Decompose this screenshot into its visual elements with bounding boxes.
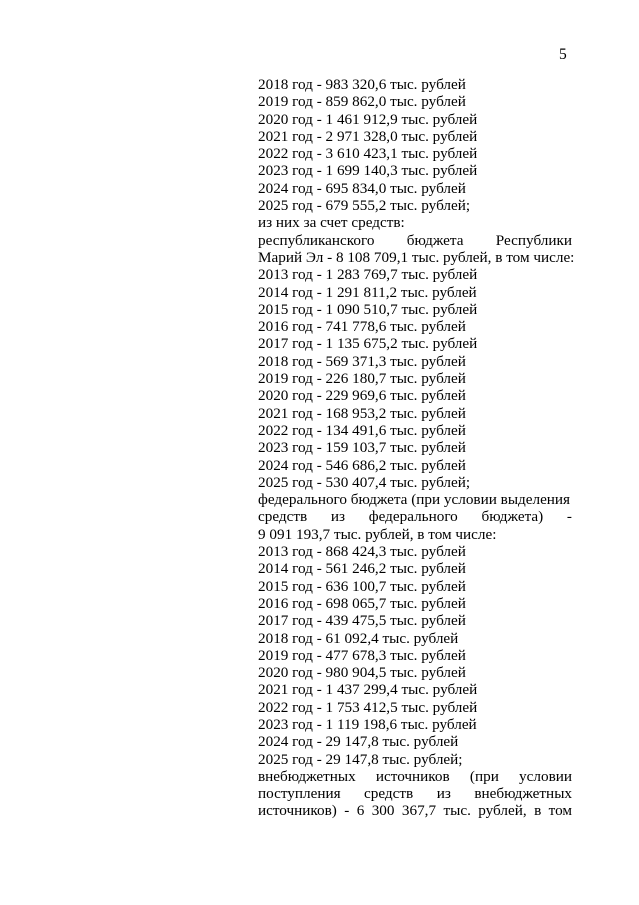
text-line: Марий Эл - 8 108 709,1 тыс. рублей, в том числе:	[258, 248, 575, 266]
text-line: 2023 год - 159 103,7 тыс. рублей	[258, 439, 466, 457]
text-line: 2019 год - 859 862,0 тыс. рублей	[258, 93, 466, 111]
text-line: поступления средств из внебюджетных	[258, 785, 572, 803]
text-line: 2016 год - 698 065,7 тыс. рублей	[258, 594, 466, 612]
text-line: 2023 год - 1 119 198,6 тыс. рублей	[258, 715, 477, 733]
text-line: 2020 год - 229 969,6 тыс. рублей	[258, 387, 466, 405]
text-line: внебюджетных источников (при условии	[258, 767, 572, 785]
text-line: 2018 год - 569 371,3 тыс. рублей	[258, 352, 466, 370]
text-line: 2022 год - 134 491,6 тыс. рублей	[258, 421, 466, 439]
text-line: 2021 год - 2 971 328,0 тыс. рублей	[258, 127, 478, 145]
text-line: 2015 год - 636 100,7 тыс. рублей	[258, 577, 466, 595]
text-line: средств из федерального бюджета) -	[258, 508, 572, 526]
text-line: 2024 год - 546 686,2 тыс. рублей	[258, 456, 466, 474]
text-line: 2022 год - 1 753 412,5 тыс. рублей	[258, 698, 478, 716]
text-line: 2023 год - 1 699 140,3 тыс. рублей	[258, 162, 478, 180]
text-line: 2015 год - 1 090 510,7 тыс. рублей	[258, 300, 478, 318]
text-line: 2019 год - 477 678,3 тыс. рублей	[258, 646, 466, 664]
text-line: федерального бюджета (при условии выделения	[258, 491, 571, 509]
text-line: 2014 год - 1 291 811,2 тыс. рублей	[258, 283, 477, 301]
text-line: 2013 год - 1 283 769,7 тыс. рублей	[258, 266, 478, 284]
text-line: 2018 год - 61 092,4 тыс. рублей	[258, 629, 459, 647]
text-line: 2014 год - 561 246,2 тыс. рублей	[258, 560, 466, 578]
document-body	[258, 76, 575, 820]
text-line: 2022 год - 3 610 423,1 тыс. рублей	[258, 145, 478, 163]
text-line: 2025 год - 679 555,2 тыс. рублей;	[258, 197, 471, 215]
text-line: 2013 год - 868 424,3 тыс. рублей	[258, 543, 466, 561]
text-line: источников) - 6 300 367,7 тыс. рублей, в том	[258, 802, 572, 820]
text-line: 2025 год - 530 407,4 тыс. рублей;	[258, 473, 471, 491]
text-line: 2018 год - 983 320,6 тыс. рублей	[258, 76, 466, 93]
text-line: 2021 год - 168 953,2 тыс. рублей	[258, 404, 466, 422]
text-line: 2017 год - 1 135 675,2 тыс. рублей	[258, 335, 478, 353]
text-line: 2024 год - 695 834,0 тыс. рублей	[258, 179, 466, 197]
text-line: 2025 год - 29 147,8 тыс. рублей;	[258, 750, 463, 768]
text-line: 2016 год - 741 778,6 тыс. рублей	[258, 318, 466, 336]
text-line: 2020 год - 980 904,5 тыс. рублей	[258, 664, 466, 682]
text-line: 2020 год - 1 461 912,9 тыс. рублей	[258, 110, 478, 128]
text-line: 2017 год - 439 475,5 тыс. рублей	[258, 612, 466, 630]
text-line: республиканского бюджета Республики	[258, 231, 572, 249]
text-line: из них за счет средств:	[258, 214, 405, 232]
text-line: 2024 год - 29 147,8 тыс. рублей	[258, 733, 459, 751]
text-line: 2021 год - 1 437 299,4 тыс. рублей	[258, 681, 478, 699]
text-line: 2019 год - 226 180,7 тыс. рублей	[258, 370, 466, 388]
page-number: 5	[559, 46, 567, 63]
text-line: 9 091 193,7 тыс. рублей, в том числе:	[258, 525, 497, 543]
